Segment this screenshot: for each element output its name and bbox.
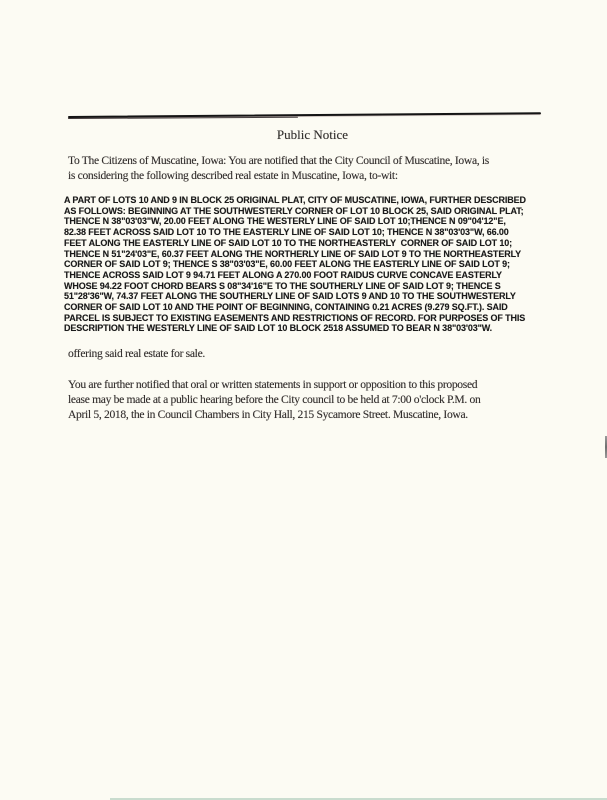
text-line: is considering the following described real estate in Muscatine, Iowa, to-wit: [68,169,398,182]
text-line: PARCEL IS SUBJECT TO EXISTING EASEMENTS AND RESTRICTIONS OF RECORD. FOR PURPOSES OF THIS [64,312,526,323]
text-line: You are further notified that oral or written statements in support or opposition to this proposed [68,378,478,391]
scan-streak-artifact-thick [68,117,298,120]
text-line: WHOSE 94.22 FOOT CHORD BEARS S 08"34'16"E TO THE SOUTHERLY LINE OF SAID LOT 9; THENCE S [64,280,501,291]
text-line: THENCE ACROSS SAID LOT 9 94.71 FEET ALONG A 270.00 FOOT RAIDUS CURVE CONCAVE EASTERLY [64,269,502,280]
text-line: lease may be made at a public hearing before the City council to be held at 7:00 o'clock P.M. on [68,393,481,406]
text-line: FEET ALONG THE EASTERLY LINE OF SAID LOT 10 TO THE NORTHEASTERLY CORNER OF SAID LOT 10; [64,237,512,248]
offering-line: offering said real estate for sale. [68,347,205,360]
text-line: THENCE N 38"03'03"W, 20.00 FEET ALONG THE WESTERLY LINE OF SAID LOT 10;THENCE N 09"04'12"E, [64,216,506,227]
text-line: To The Citizens of Muscatine, Iowa: You are notified that the City Council of Muscatine, Iowa, is [68,154,489,167]
text-line: AS FOLLOWS: BEGINNING AT THE SOUTHWESTERLY CORNER OF LOT 10 BLOCK 25, SAID ORIGINAL PLAT; [64,205,524,216]
text-line: 82.38 FEET ACROSS SAID LOT 10 TO THE EASTERLY LINE OF SAID LOT 10; THENCE N 38"03'03"W, 66.00 [64,227,509,238]
legal-description-paragraph [64,195,526,334]
text-line: CORNER OF SAID LOT 10 AND THE POINT OF BEGINNING, CONTAINING 0.21 ACRES (9.279 SQ.FT.). SAID [64,302,508,313]
text-line: A PART OF LOTS 10 AND 9 IN BLOCK 25 ORIGINAL PLAT, CITY OF MUSCATINE, IOWA, FURTHER DESCRIBED [64,195,526,205]
closing-paragraph [68,377,480,422]
text-line: April 5, 2018, the in Council Chambers in City Hall, 215 Sycamore Street. Muscatine, Iowa. [68,408,468,421]
text-line: THENCE N 51"24'03"E, 60.37 FEET ALONG THE NORTHERLY LINE OF SAID LOT 9 TO THE NORTHEASTERLY [64,248,522,259]
text-line: 51"28'36"W, 74.37 FEET ALONG THE SOUTHERLY LINE OF SAID LOTS 9 AND 10 TO THE SOUTHWESTERLY [64,291,516,302]
public-notice-title: Public Notice [276,127,349,142]
text-line: DESCRIPTION THE WESTERLY LINE OF SAID LOT 10 BLOCK 2518 ASSUMED TO BEAR N 38"03'03"W. [64,323,493,334]
text-line: CORNER OF SAID LOT 9; THENCE S 38"03'03"E, 60.00 FEET ALONG THE EASTERLY LINE OF SAID LOT 9; [64,259,510,270]
intro-paragraph [68,153,489,183]
